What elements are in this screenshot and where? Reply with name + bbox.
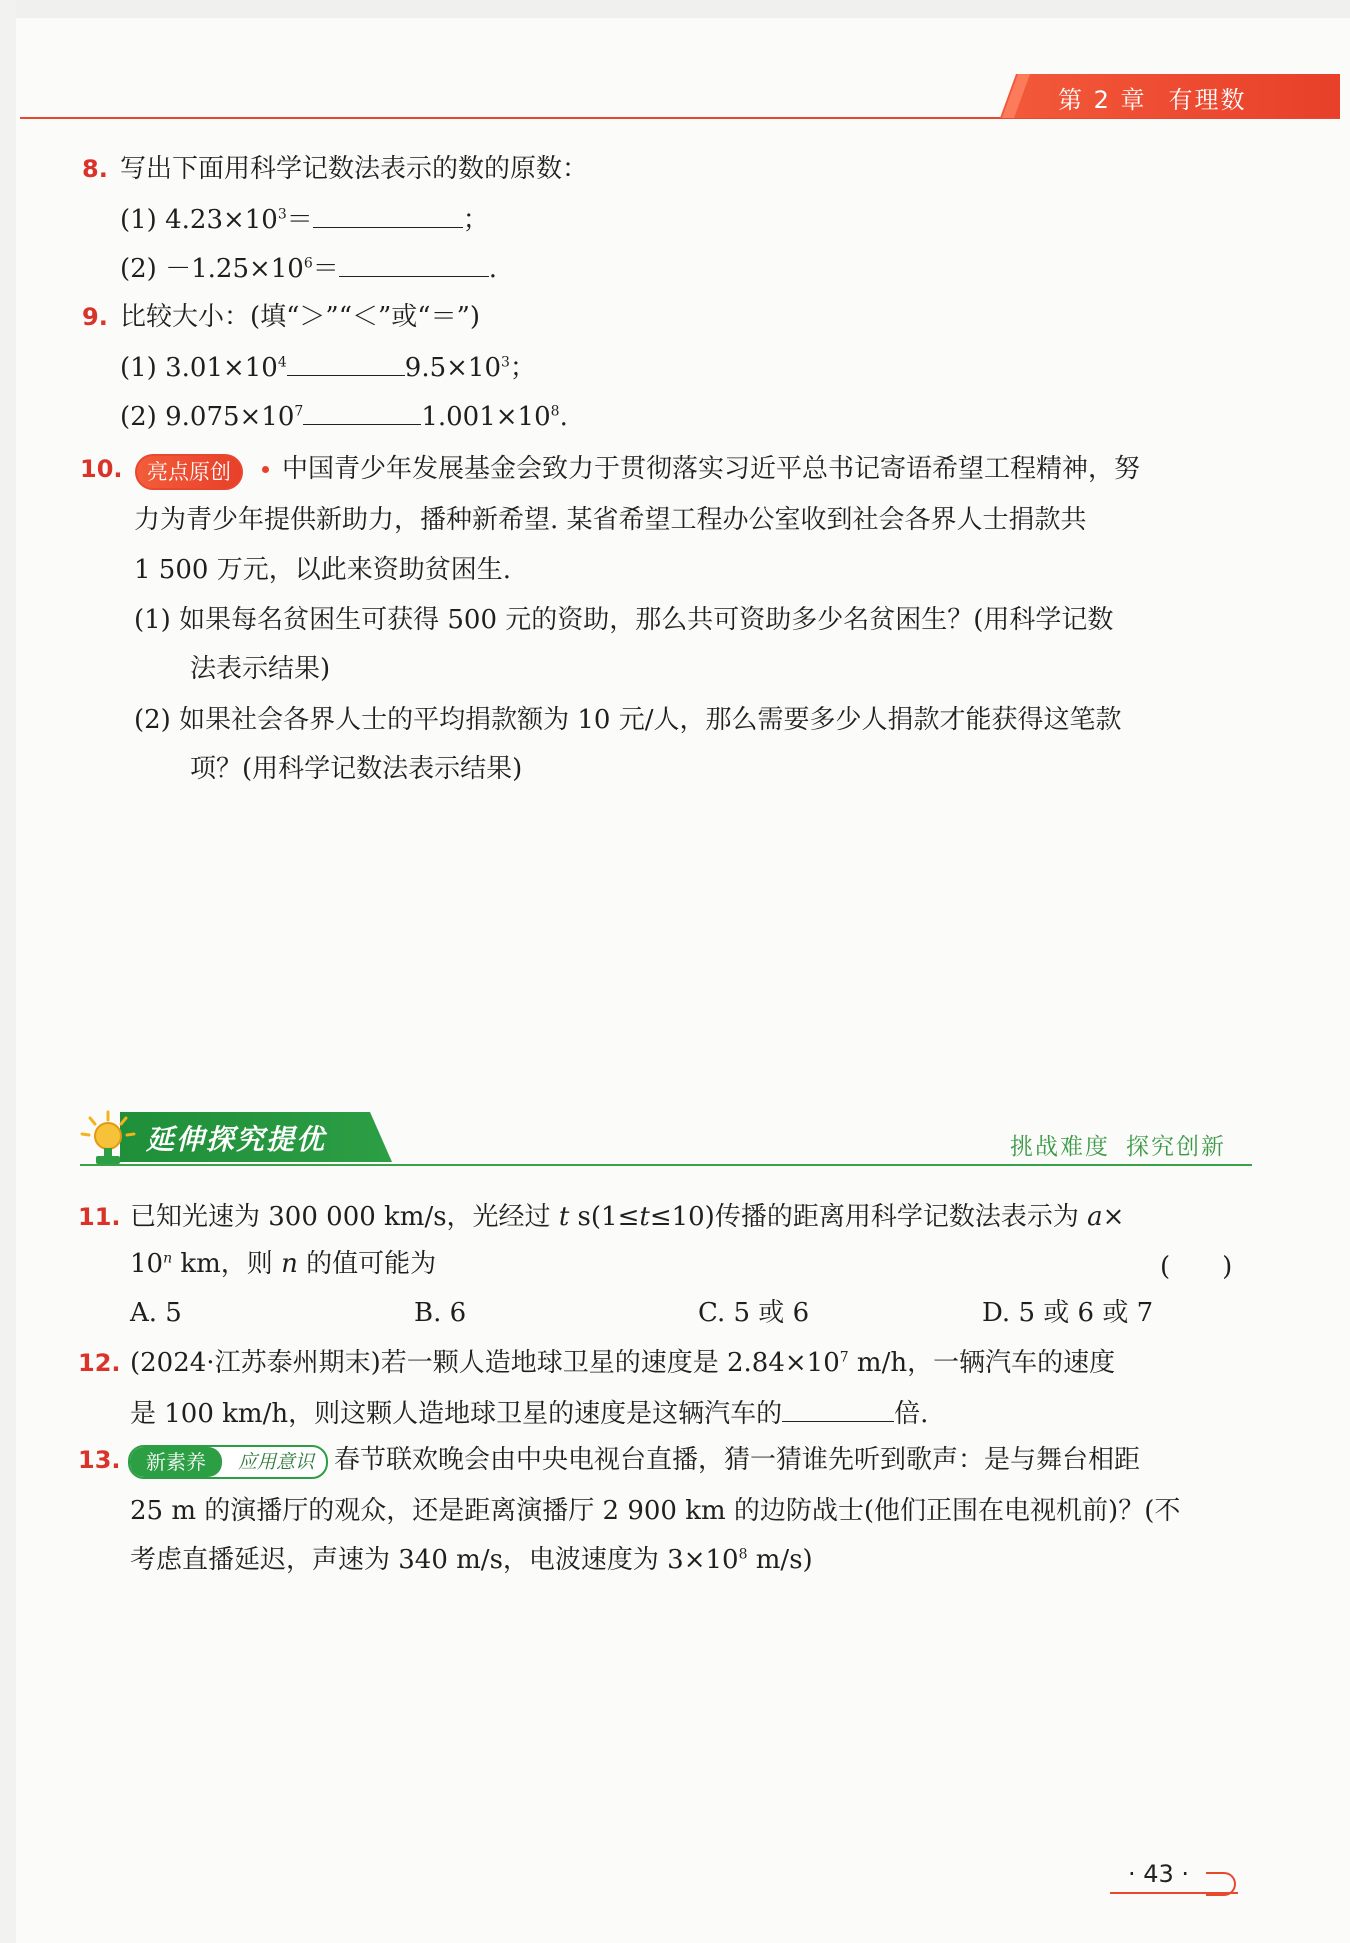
question-9-stem: 比较大小：(填“＞”“＜”或“＝”) — [120, 302, 481, 332]
question-13-line-2: 25 m 的演播厅的观众，还是距离演播厅 2 900 km 的边防战士(他们正围在电视机前)？(不 — [130, 1496, 1181, 1526]
question-10-line-1: 中国青少年发展基金会致力于贯彻落实习近平总书记寄语希望工程精神，努 — [282, 454, 1141, 484]
question-9-part-2: (2) $9.075\times 10^7$ $1.001\times 10^8$. — [120, 398, 568, 434]
chapter-heading — [1058, 80, 1247, 115]
question-9-part-1: (1) $3.01\times 10^4$ $9.5\times 10^3$； — [120, 349, 536, 385]
question-11-line-2: 10$^n$ km，则 n 的值可能为 — [130, 1249, 437, 1279]
badge-dot — [262, 466, 269, 473]
literacy-badge-right: 应用意识 — [237, 1451, 314, 1473]
option-b[interactable]: B. 6 — [414, 1298, 467, 1328]
trophy-icon — [78, 1108, 138, 1170]
page-number: · 43 · — [1128, 1860, 1190, 1888]
question-10-sub-1-line-2: 法表示结果) — [190, 654, 331, 684]
option-a[interactable]: A. 5 — [130, 1298, 182, 1328]
section-rule — [80, 1164, 1252, 1166]
question-10-sub-2-line-2: 项？(用科学记数法表示结果) — [190, 754, 523, 784]
option-d[interactable]: D. 5 或 6 或 7 — [982, 1298, 1154, 1328]
question-10-number: 10. — [80, 455, 123, 483]
question-13-line-3: 考虑直播延迟，声速为 340 m/s，电波速度为 $3\times 10^8$ m/s) — [130, 1545, 813, 1575]
answer-paren[interactable]: ( ) — [1160, 1252, 1233, 1282]
question-10-line-3: 1 500 万元，以此来资助贫困生. — [134, 555, 511, 585]
option-c[interactable]: C. 5 或 6 — [698, 1298, 810, 1328]
question-12-line-1: (2024·江苏泰州期末)若一颗人造地球卫星的速度是 $2.84\times 10^7$ m/h，一辆汽车的速度 — [130, 1348, 1116, 1378]
answer-blank[interactable] — [339, 250, 489, 277]
question-12-line-2: 是 100 km/h，则这颗人造地球卫星的速度是这辆汽车的 倍. — [130, 1395, 928, 1431]
question-8-stem: 写出下面用科学记数法表示的数的原数： — [120, 154, 589, 184]
question-8-number: 8. — [82, 155, 108, 183]
section-subtitle: 挑战难度 探究创新 — [1010, 1134, 1226, 1160]
original-badge: 亮点原创 — [135, 454, 243, 490]
top-shade — [0, 0, 1350, 18]
question-13-line-1: 春节联欢晚会由中央电视台直播，猜一猜谁先听到歌声：是与舞台相距 — [334, 1445, 1141, 1475]
question-12-number: 12. — [78, 1349, 121, 1377]
left-shade — [0, 0, 16, 1943]
question-8-part-1: (1) $4.23\times 10^3=$ ； — [120, 201, 489, 237]
question-13-number: 13. — [78, 1446, 121, 1474]
question-10-sub-2-line-1: (2) 如果社会各界人士的平均捐款额为 10 元/人，那么需要多少人捐款才能获得这笔款 — [134, 705, 1122, 735]
chapter-title: 有理数 — [1168, 86, 1247, 114]
question-9-number: 9. — [82, 303, 108, 331]
question-10-line-2: 力为青少年提供新助力，播种新希望. 某省希望工程办公室收到社会各界人士捐款共 — [134, 505, 1087, 535]
question-8-part-2: $(2) -1.25\times 10^6=$ . — [120, 250, 497, 286]
question-11-line-1: 已知光速为 300 000 km/s，光经过 t s(1≤t≤10)传播的距离用科学记数法表示为 a× — [130, 1202, 1125, 1232]
answer-blank[interactable] — [303, 398, 421, 425]
literacy-badge — [128, 1445, 328, 1479]
answer-blank[interactable] — [313, 201, 463, 228]
page-number-hook — [1206, 1872, 1236, 1896]
literacy-badge-left: 新素养 — [130, 1447, 222, 1477]
question-11-number: 11. — [78, 1203, 121, 1231]
answer-blank[interactable] — [782, 1395, 894, 1422]
chapter-number: 第 2 章 — [1058, 86, 1147, 114]
answer-blank[interactable] — [287, 349, 405, 376]
question-10-sub-1-line-1: (1) 如果每名贫困生可获得 500 元的资助，那么共可资助多少名贫困生？(用科学记数 — [134, 605, 1114, 635]
section-title: 延伸探究提优 — [146, 1123, 327, 1156]
